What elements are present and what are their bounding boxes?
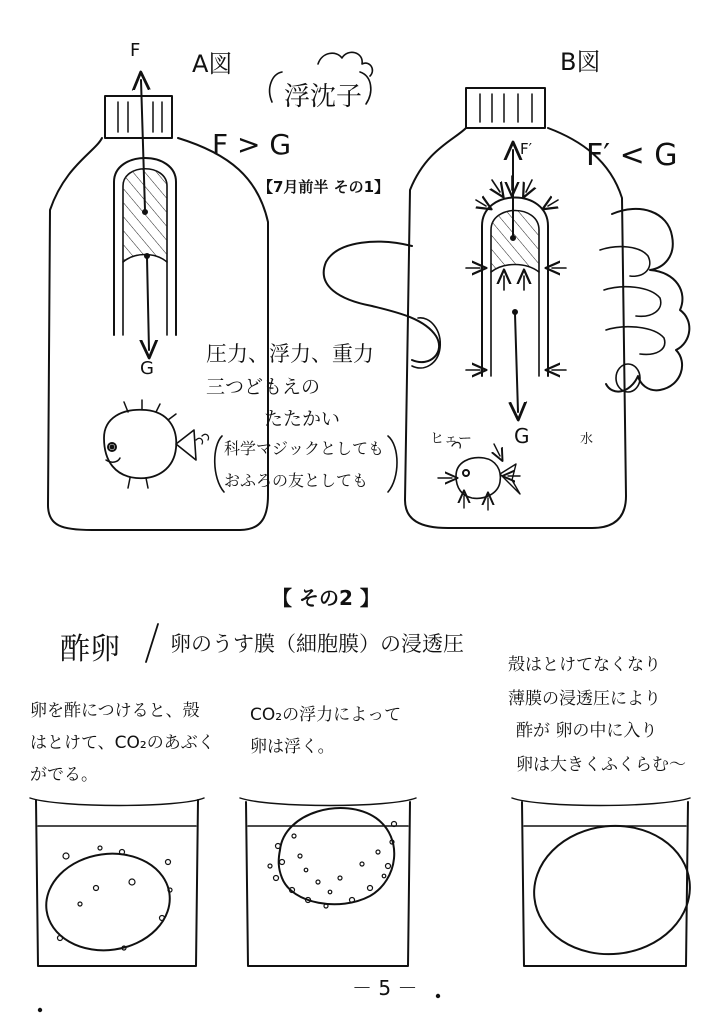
panel1-line-1: 卵を酢につけると、殻	[30, 701, 200, 721]
page-title: 浮沈子	[284, 82, 363, 112]
panel1-line-3: がでる。	[30, 765, 98, 785]
panel3-line-1: 殻はとけてなくなり	[508, 655, 661, 675]
cup-2	[240, 798, 416, 966]
relation-b: F′ < G	[586, 138, 678, 173]
cup-3	[512, 798, 696, 966]
panel2-line-2: 卵は浮く。	[250, 737, 335, 757]
page-number: － 5 －	[352, 976, 418, 1000]
title-slash	[146, 624, 158, 662]
section-title-main: 酢卵	[60, 632, 120, 667]
water-label: 水	[580, 432, 594, 447]
bubble-line-2: おふろの友としても	[224, 471, 369, 490]
section-heading: 【 その2 】	[272, 586, 380, 610]
force-f-label-a: F	[130, 40, 141, 61]
bubble-line-1: 科学マジックとしても	[224, 439, 385, 458]
title-cloud	[318, 52, 372, 76]
egg-2	[279, 808, 395, 904]
fig-b-label: B図	[560, 48, 601, 76]
panel3-line-3: 酢が 卵の中に入り	[516, 721, 658, 741]
fish-sound: ヒェー	[430, 431, 472, 447]
page-subtitle: 【7月前半 その1】	[258, 178, 390, 196]
force-g-arrow-b	[515, 314, 518, 412]
panel3-line-4: 卵は大きくふくらむ～	[516, 755, 686, 775]
force-g-label-a: G	[140, 358, 154, 379]
note-line-2: 三つどもえの	[206, 376, 321, 398]
panel3-line-2: 薄膜の浸透圧により	[508, 689, 661, 709]
egg-1	[40, 846, 176, 958]
cup-1	[30, 798, 204, 966]
force-g-label-b: G	[514, 424, 530, 448]
note-line-3: たたかい	[264, 408, 341, 430]
diver-air-b	[491, 211, 539, 273]
bottle-b-cap	[466, 88, 545, 128]
fish-b	[438, 442, 520, 510]
note-line-1: 圧力、浮力、重力	[206, 342, 374, 366]
force-f-label-b: F′	[520, 140, 533, 158]
panel2-line-1: CO₂の浮力によって	[250, 705, 402, 725]
relation-a: F > G	[212, 128, 292, 161]
fig-a-label: A図	[192, 50, 233, 78]
section-title-sub: 卵のうす膜（細胞膜）の浸透圧	[170, 632, 464, 656]
force-g-arrow-a	[147, 258, 149, 350]
pufferfish-a	[104, 400, 209, 488]
panel1-line-2: はとけて、CO₂のあぶく	[30, 733, 215, 753]
egg-3	[528, 818, 697, 962]
